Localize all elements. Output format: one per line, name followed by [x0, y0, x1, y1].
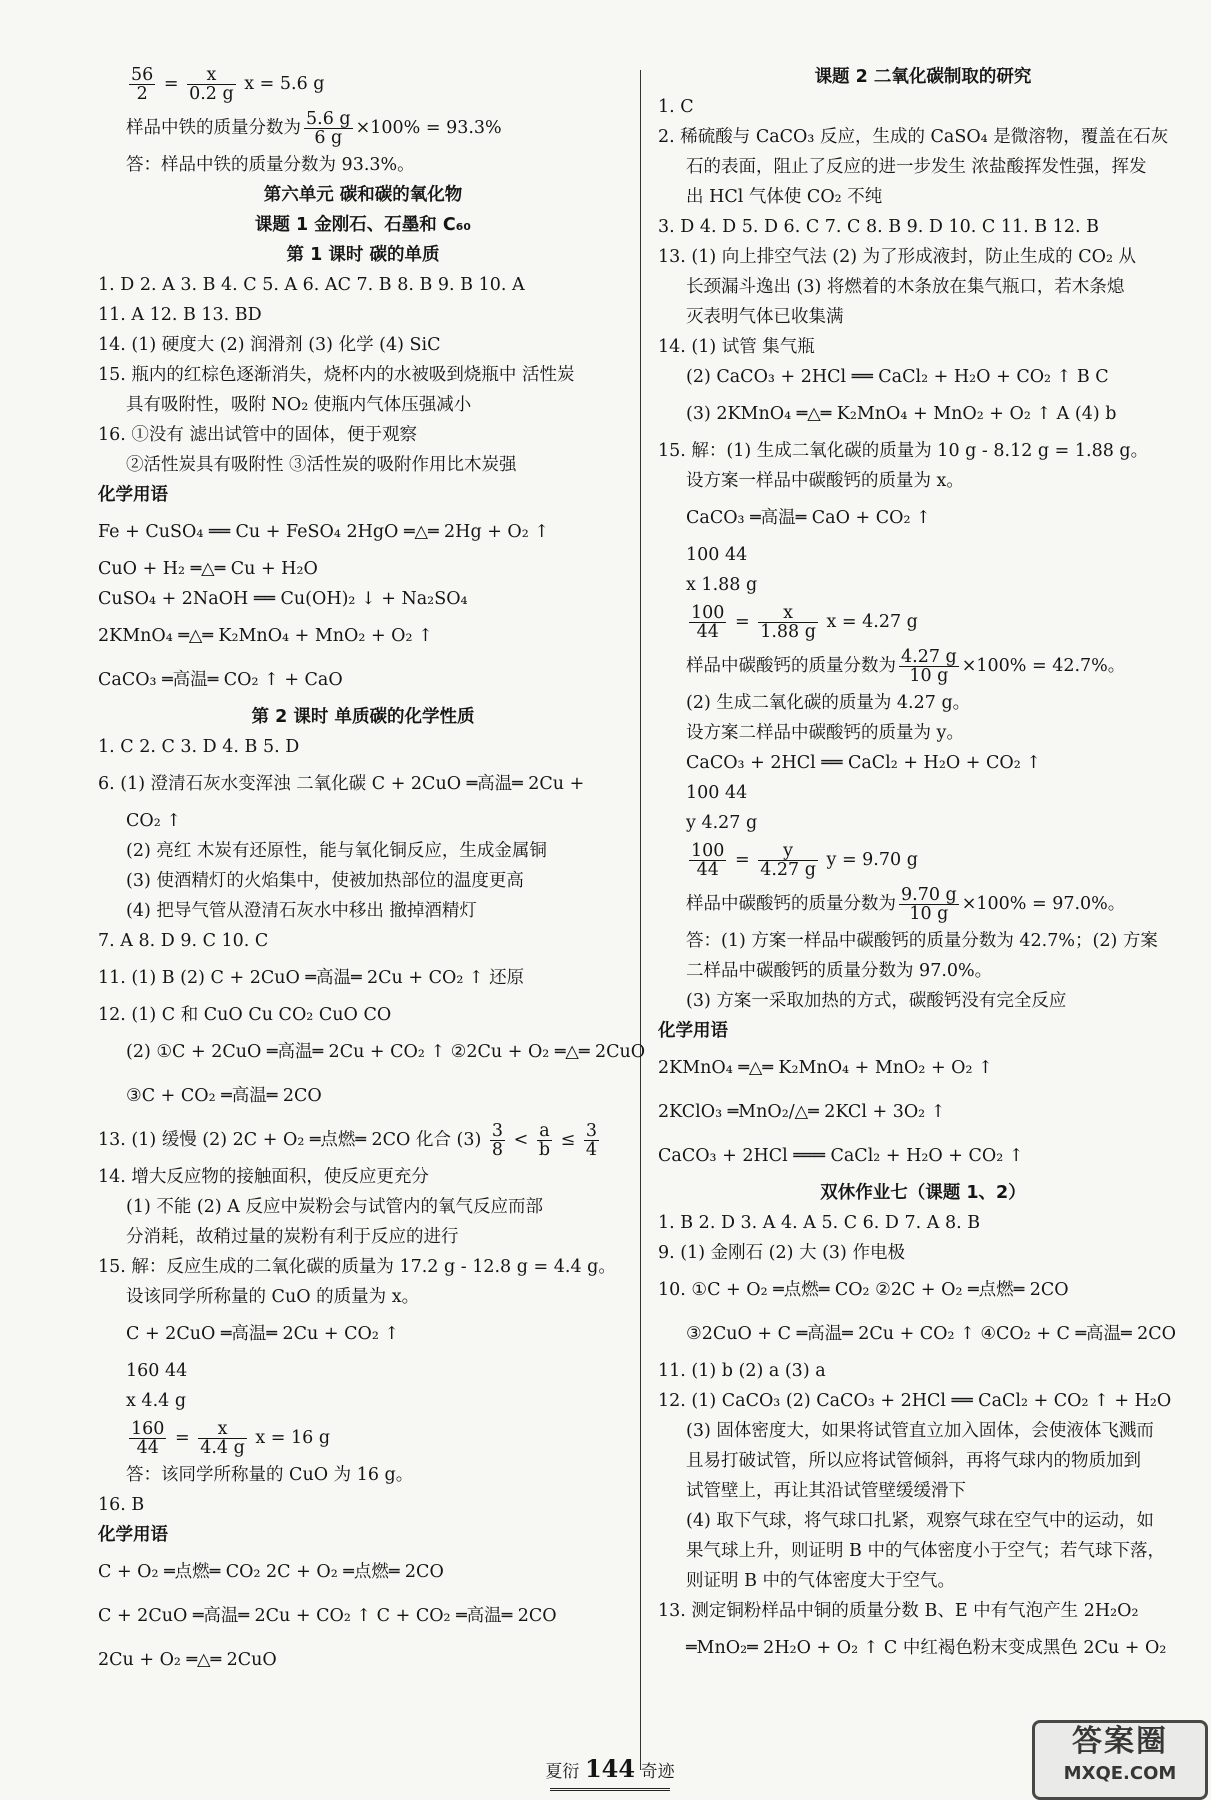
answer-line: (2) 生成二氧化碳的质量为 4.27 g。 — [686, 693, 971, 713]
answer-line: (3) 使酒精灯的火焰集中，使被加热部位的温度更高 — [126, 871, 524, 891]
fraction-denominator: 8 — [491, 1140, 504, 1160]
answer-line: 11. (1) b (2) a (3) a — [658, 1361, 826, 1381]
ratio-left — [689, 842, 726, 879]
answer-text: 13. (1) 缓慢 (2) 2C + O₂ ═点燃═ 2CO 化合 (3) — [98, 1130, 487, 1150]
answer-line: 11. (1) B (2) C + 2CuO ═高温═ 2Cu + CO₂ ↑ 还原 — [98, 968, 525, 988]
fraction-numerator: 100 — [691, 841, 725, 861]
answer-line: 7. A 8. D 9. C 10. C — [98, 931, 269, 951]
right-column — [658, 62, 1188, 1670]
ratio-right — [758, 604, 818, 641]
answer-line: 2KClO₃ ═MnO₂/△═ 2KCl + 3O₂ ↑ — [658, 1102, 946, 1122]
fraction-numerator: 5.6 g — [306, 109, 351, 129]
equals-sign: = — [169, 1428, 196, 1448]
answer-line: 1. D 2. A 3. B 4. C 5. A 6. AC 7. B 8. B 9. B 10. A — [98, 275, 525, 295]
inequality-lower — [490, 1122, 505, 1159]
answer-line: (2) 亮红 木炭有还原性，能与氧化铜反应，生成金属铜 — [126, 841, 547, 861]
inequality-upper — [584, 1122, 599, 1159]
fraction-numerator: 100 — [691, 603, 725, 623]
ratio-left — [129, 66, 155, 103]
equals-sign: = — [729, 850, 756, 870]
subsection-label: 化学用语 — [98, 485, 168, 505]
footer-right-label: 奇迹 — [640, 1762, 675, 1782]
answer-line: CO₂ ↑ — [126, 811, 181, 831]
answer-line: 160 44 — [126, 1361, 188, 1381]
answer-line: 9. (1) 金刚石 (2) 大 (3) 作电极 — [658, 1243, 905, 1263]
answer-line: 16. B — [98, 1495, 145, 1515]
mass-fraction — [899, 886, 959, 923]
fraction-denominator: 44 — [696, 860, 719, 880]
answer-line: ②活性炭具有吸附性 ③活性炭的吸附作用比木炭强 — [126, 455, 517, 475]
fraction-numerator: 3 — [585, 1121, 597, 1141]
answer-line: (1) 不能 (2) A 反应中炭粉会与试管内的氧气反应而部 — [126, 1197, 543, 1217]
answer-line: 试管壁上，再让其沿试管壁缓缓滑下 — [686, 1481, 966, 1501]
answer-line: C + 2CuO ═高温═ 2Cu + CO₂ ↑ — [126, 1324, 400, 1344]
answer-line: 14. (1) 硬度大 (2) 润滑剂 (3) 化学 (4) SiC — [98, 335, 441, 355]
answer-line: CaCO₃ + 2HCl ═══ CaCl₂ + H₂O + CO₂ ↑ — [658, 1146, 1024, 1166]
page-footer — [530, 1754, 690, 1783]
ratio-right — [187, 66, 236, 103]
fraction-denominator: 4 — [585, 1140, 597, 1160]
answer-line: y 4.27 g — [686, 813, 758, 833]
mass-fraction — [899, 648, 959, 685]
fraction-numerator: x — [758, 604, 818, 623]
fraction-numerator: 9.70 g — [901, 885, 957, 905]
section-heading: 双休作业七（课题 1、2） — [820, 1183, 1026, 1203]
answer-line — [658, 838, 1188, 882]
watermark-title: 答案圈 — [1072, 1724, 1168, 1759]
answer-line: 14. (1) 试管 集气瓶 — [658, 337, 815, 357]
fraction-denominator: 10 g — [909, 666, 949, 686]
result-text: ×100% = 42.7%。 — [961, 656, 1126, 676]
result-label: 样品中碳酸钙的质量分数为 — [686, 894, 896, 914]
answer-line: 2KMnO₄ ═△═ K₂MnO₄ + MnO₂ + O₂ ↑ — [98, 626, 433, 646]
answer-line: 答：(1) 方案一样品中碳酸钙的质量分数为 42.7%；(2) 方案 — [686, 931, 1158, 951]
left-column — [98, 62, 646, 1682]
answer-line: 15. 解：(1) 生成二氧化碳的质量为 10 g - 8.12 g = 1.88 g。 — [658, 441, 1149, 461]
answer-line: 设方案二样品中碳酸钙的质量为 y。 — [686, 723, 964, 743]
ratio-right — [758, 842, 818, 879]
footer-left-label: 夏衍 — [545, 1762, 580, 1782]
answer-line: 10. ①C + O₂ ═点燃═ CO₂ ②2C + O₂ ═点燃═ 2CO — [658, 1280, 1069, 1300]
answer-line: 设该同学所称量的 CuO 的质量为 x。 — [126, 1287, 420, 1307]
fraction-denominator: 1.88 g — [760, 622, 816, 642]
answer-line: 则证明 B 中的气体密度大于空气。 — [686, 1571, 955, 1591]
answer-line — [98, 1416, 628, 1460]
answer-line: 11. A 12. B 13. BD — [98, 305, 262, 325]
fraction-numerator: 3 — [491, 1121, 504, 1141]
answer-line: 长颈漏斗逸出 (3) 将燃着的木条放在集气瓶口，若木条熄 — [686, 277, 1125, 297]
result-label: 样品中碳酸钙的质量分数为 — [686, 656, 896, 676]
mass-fraction — [304, 110, 353, 147]
answer-line: 2Cu + O₂ ═△═ 2CuO — [98, 1650, 277, 1670]
answer-line: 2KMnO₄ ═△═ K₂MnO₄ + MnO₂ + O₂ ↑ — [658, 1058, 993, 1078]
answer-line: 石的表面，阻止了反应的进一步发生 浓盐酸挥发性强，挥发 — [686, 157, 1147, 177]
answer-line: 果气球上升，则证明 B 中的气体密度小于空气；若气球下落， — [686, 1541, 1165, 1561]
answer-line: (3) 2KMnO₄ ═△═ K₂MnO₄ + MnO₂ + O₂ ↑ A (4) b — [686, 404, 1117, 424]
fraction-numerator: 4.27 g — [901, 647, 957, 667]
answer-line: 灭表明气体已收集满 — [686, 307, 844, 327]
result-text: x = 16 g — [249, 1428, 331, 1448]
answer-line: 1. B 2. D 3. A 4. A 5. C 6. D 7. A 8. B — [658, 1213, 981, 1233]
answer-line: CuO + H₂ ═△═ Cu + H₂O — [98, 559, 318, 579]
watermark-logo — [1032, 1720, 1208, 1800]
fraction-denominator: 0.2 g — [189, 84, 234, 104]
answer-line: (4) 取下气球，将气球口扎紧，观察气球在空气中的运动，如 — [686, 1511, 1154, 1531]
answer-line: 15. 瓶内的红棕色逐渐消失，烧杯内的水被吸到烧瓶中 活性炭 — [98, 365, 575, 385]
answer-line: 2. 稀硫酸与 CaCO₃ 反应，生成的 CaSO₄ 是微溶物，覆盖在石灰 — [658, 127, 1169, 147]
result-text: y = 9.70 g — [820, 850, 918, 870]
footer-rule — [550, 1788, 670, 1791]
fraction-denominator: 6 g — [314, 128, 343, 148]
watermark-url: MXQE.COM — [1063, 1763, 1177, 1784]
fraction-denominator: 10 g — [909, 904, 949, 924]
fraction-numerator: 56 — [131, 65, 154, 85]
answer-line: 1. C 2. C 3. D 4. B 5. D — [98, 737, 300, 757]
answer-line — [98, 106, 628, 150]
answer-line: (3) 方案一采取加热的方式，碳酸钙没有完全反应 — [686, 991, 1067, 1011]
answer-line: 出 HCl 气体使 CO₂ 不纯 — [686, 187, 883, 207]
answer-line: (4) 把导气管从澄清石灰水中移出 撤掉酒精灯 — [126, 901, 477, 921]
fraction-denominator: 2 — [136, 84, 148, 104]
result-text: ×100% = 93.3% — [355, 118, 502, 138]
answer-line: C + 2CuO ═高温═ 2Cu + CO₂ ↑ C + CO₂ ═高温═ 2CO — [98, 1606, 557, 1626]
fraction-denominator: 4.4 g — [200, 1438, 245, 1458]
answer-line: CaCO₃ ═高温═ CaO + CO₂ ↑ — [686, 508, 931, 528]
ratio-left — [689, 604, 726, 641]
answer-line — [658, 600, 1188, 644]
result-text: x = 4.27 g — [820, 612, 918, 632]
ratio-left — [129, 1420, 166, 1457]
answer-line: 13. (1) 向上排空气法 (2) 为了形成液封，防止生成的 CO₂ 从 — [658, 247, 1137, 267]
answer-line: ③C + CO₂ ═高温═ 2CO — [126, 1086, 322, 1106]
answer-line: Fe + CuSO₄ ══ Cu + FeSO₄ 2HgO ═△═ 2Hg + O₂ ↑ — [98, 522, 550, 542]
answer-line: 设方案一样品中碳酸钙的质量为 x。 — [686, 471, 964, 491]
answer-line: 答：样品中铁的质量分数为 93.3%。 — [126, 155, 415, 175]
answer-line: 二样品中碳酸钙的质量分数为 97.0%。 — [686, 961, 993, 981]
answer-line: 具有吸附性，吸附 NO₂ 使瓶内气体压强减小 — [126, 395, 472, 415]
result-text: ×100% = 97.0%。 — [961, 894, 1126, 914]
answer-line: 且易打破试管，所以应将试管倾斜，再将气球内的物质加到 — [686, 1451, 1141, 1471]
result-label: 样品中铁的质量分数为 — [126, 118, 301, 138]
answer-line — [98, 62, 628, 106]
answer-line: 分消耗，故稍过量的炭粉有利于反应的进行 — [126, 1227, 459, 1247]
answer-line: (2) CaCO₃ + 2HCl ══ CaCl₂ + H₂O + CO₂ ↑ B C — [686, 367, 1109, 387]
answer-line: 答：该同学所称量的 CuO 为 16 g。 — [126, 1465, 414, 1485]
answer-line: x 1.88 g — [686, 575, 758, 595]
answer-line: 6. (1) 澄清石灰水变浑浊 二氧化碳 C + 2CuO ═高温═ 2Cu + — [98, 774, 585, 794]
answer-line: 12. (1) CaCO₃ (2) CaCO₃ + 2HCl ══ CaCl₂ + CO₂ ↑ + H₂O — [658, 1391, 1172, 1411]
answer-line: 16. ①没有 滤出试管中的固体，便于观察 — [98, 425, 417, 445]
section-heading: 第 2 课时 单质碳的化学性质 — [251, 707, 475, 727]
answer-line: 1. C — [658, 97, 694, 117]
answer-line: 12. (1) C 和 CuO Cu CO₂ CuO CO — [98, 1005, 392, 1025]
answer-line: x 4.4 g — [126, 1391, 187, 1411]
column-divider — [640, 70, 641, 1770]
inequality-ratio — [537, 1122, 552, 1159]
answer-line — [658, 644, 1188, 688]
fraction-denominator: b — [538, 1140, 551, 1160]
answer-line: (3) 固体密度大，如果将试管直立加入固体，会使液体飞溅而 — [686, 1421, 1154, 1441]
equals-sign: = — [158, 74, 185, 94]
answer-line: 13. (1) 缓慢 (2) 2C + O₂ ═点燃═ 2CO 化合 (3) $\frac{3}{8}$ < $\frac{a}{b}$ ≤ $\frac{3}{4}$ — [98, 1121, 597, 1160]
fraction-denominator: 44 — [696, 622, 719, 642]
answer-line — [658, 882, 1188, 926]
answer-line: C + O₂ ═点燃═ CO₂ 2C + O₂ ═点燃═ 2CO — [98, 1562, 444, 1582]
section-heading: 第六单元 碳和碳的氧化物 — [263, 185, 463, 205]
fraction-denominator: 44 — [136, 1438, 159, 1458]
answer-line: (2) ①C + 2CuO ═高温═ 2Cu + CO₂ ↑ ②2Cu + O₂ ═△═ 2CuO — [126, 1042, 646, 1062]
answer-line: 100 44 — [686, 545, 748, 565]
result-text: x = 5.6 g — [238, 74, 325, 94]
fraction-denominator: 4.27 g — [760, 860, 816, 880]
answer-line: CaCO₃ + 2HCl ══ CaCl₂ + H₂O + CO₂ ↑ — [686, 753, 1041, 773]
answer-line: 15. 解：反应生成的二氧化碳的质量为 17.2 g - 12.8 g = 4.4 g。 — [98, 1257, 616, 1277]
answer-line: 100 44 — [686, 783, 748, 803]
answer-line: ═MnO₂═ 2H₂O + O₂ ↑ C 中红褐色粉末变成黑色 2Cu + O₂ — [686, 1638, 1167, 1658]
fraction-numerator: 160 — [131, 1419, 165, 1439]
fraction-numerator: y — [758, 842, 818, 861]
answer-line: 13. 测定铜粉样品中铜的质量分数 B、E 中有气泡产生 2H₂O₂ — [658, 1601, 1139, 1621]
answer-line: 3. D 4. D 5. D 6. C 7. C 8. B 9. D 10. C 11. B 12. B — [658, 217, 1099, 237]
section-heading: 课题 2 二氧化碳制取的研究 — [814, 67, 1032, 87]
answer-line: CuSO₄ + 2NaOH ══ Cu(OH)₂ ↓ + Na₂SO₄ — [98, 589, 468, 609]
answer-line: 14. 增大反应物的接触面积，使反应更充分 — [98, 1167, 429, 1187]
section-heading: 第 1 课时 碳的单质 — [286, 245, 440, 265]
ratio-right — [198, 1420, 247, 1457]
equals-sign: = — [729, 612, 756, 632]
answer-line: ③2CuO + C ═高温═ 2Cu + CO₂ ↑ ④CO₂ + C ═高温═ 2CO — [686, 1324, 1177, 1344]
fraction-numerator: x — [187, 66, 236, 85]
section-heading: 课题 1 金刚石、石墨和 C₆₀ — [254, 215, 472, 235]
fraction-numerator: x — [198, 1420, 247, 1439]
page-number: 144 — [584, 1754, 636, 1783]
subsection-label: 化学用语 — [658, 1021, 728, 1041]
fraction-numerator: a — [537, 1122, 552, 1141]
answer-line: CaCO₃ ═高温═ CO₂ ↑ + CaO — [98, 670, 343, 690]
subsection-label: 化学用语 — [98, 1525, 168, 1545]
